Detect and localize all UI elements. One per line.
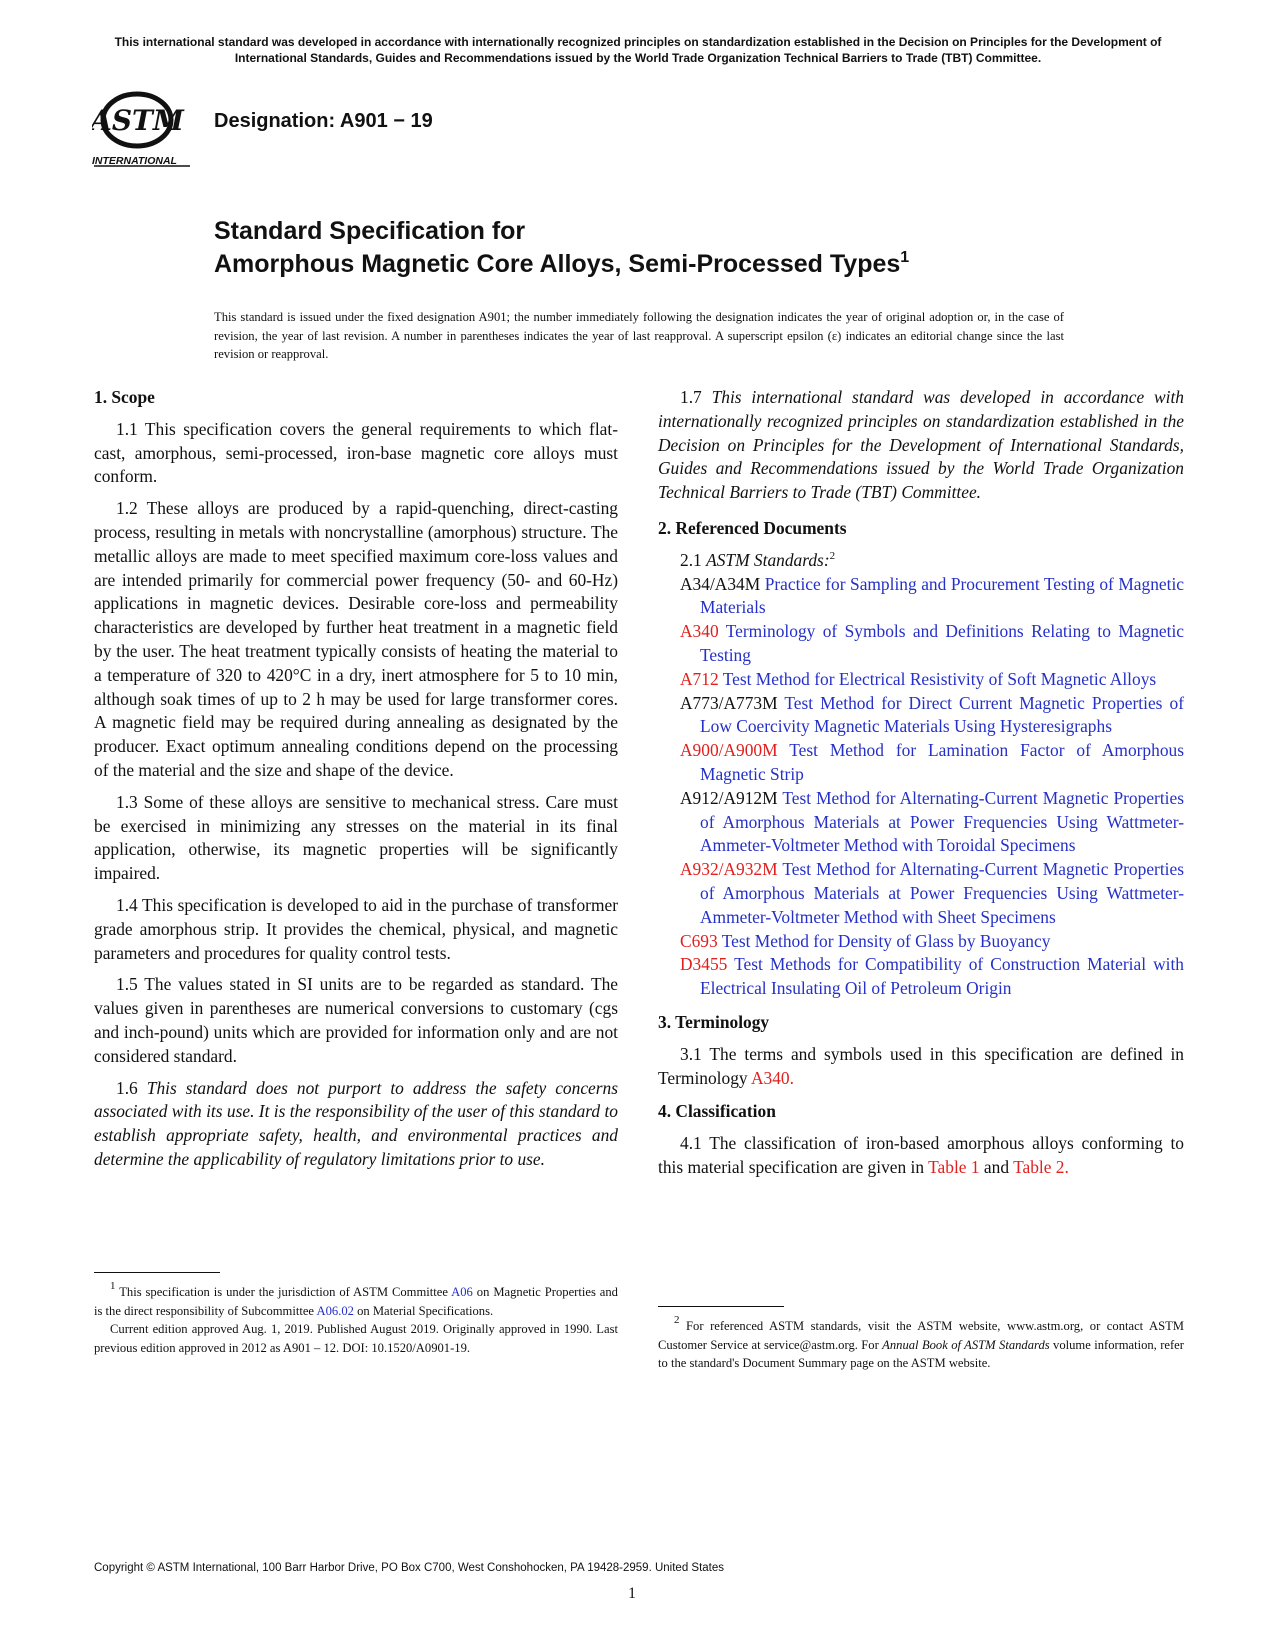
left-column bbox=[94, 386, 618, 1172]
footnote-rule bbox=[94, 1272, 220, 1273]
ref-code[interactable]: D3455 bbox=[680, 954, 728, 975]
ref-title[interactable]: Test Method for Density of Glass by Buoyancy bbox=[721, 930, 1051, 951]
para-3-1 bbox=[658, 1043, 1184, 1091]
footnote-area-left bbox=[94, 1272, 618, 1357]
ref-code: A912/A912M bbox=[680, 787, 778, 808]
ref-code[interactable]: A932/A932M bbox=[680, 859, 778, 880]
ref-a340[interactable] bbox=[680, 620, 1184, 668]
ref-c693[interactable] bbox=[680, 930, 1184, 954]
ref-a34[interactable] bbox=[680, 573, 1184, 621]
ref-a773[interactable] bbox=[680, 692, 1184, 740]
para-4-1-text: 4.1 The classification of iron-based amorphous alloys conforming to this material specification are given in bbox=[658, 1133, 1184, 1177]
ref-title[interactable]: Terminology of Symbols and Definitions Relating to Magnetic Testing bbox=[700, 621, 1184, 665]
copyright: Copyright © ASTM International, 100 Barr Harbor Drive, PO Box C700, West Conshohocken, PA 19428-2959. United States bbox=[94, 1562, 725, 1574]
ref-code: A773/A773M bbox=[680, 692, 778, 713]
para-3-1-text: 3.1 The terms and symbols used in this specification are defined in Terminology bbox=[658, 1043, 1184, 1088]
issuance-note: This standard is issued under the fixed designation A901; the number immediately following the designation indicates the year of original adoption or, in the case of revision, the year of last revision. A number in parentheses indicates the year of last reapproval. A superscript epsilon (ε) indicates an editorial change since the last revision or reapproval. bbox=[214, 310, 1064, 361]
para-1-1: 1.1 This specification covers the general requirements to which flat-cast, amorphous, semi-processed, iron-base magnetic core alloys must conform. bbox=[94, 418, 618, 487]
section-heading-scope: 1. Scope bbox=[94, 387, 155, 407]
footnote-1-edition: Current edition approved Aug. 1, 2019. Published August 2019. Originally approved in 1990. Last previous edition approved in 2012 as A901 – 12. DOI: 10.1520/A0901-19. bbox=[94, 1322, 618, 1355]
ref-title[interactable]: Test Method for Electrical Resistivity of Soft Magnetic Alloys bbox=[722, 668, 1157, 689]
link-a06-02[interactable]: A06.02 bbox=[316, 1303, 354, 1318]
para-1-4: 1.4 This specification is developed to aid in the purchase of transformer grade amorphous strip. It provides the chemical, physical, and magnetic parameters and procedures for quality control tests. bbox=[94, 894, 618, 963]
ref-title[interactable]: Practice for Sampling and Procurement Testing of Magnetic Materials bbox=[700, 573, 1184, 618]
footnote-1 bbox=[94, 1280, 618, 1357]
footnote-2-text-a: For referenced ASTM standards, visit the ASTM website, www.astm.org, or contact ASTM Customer Service at service@astm.org. For bbox=[658, 1319, 1184, 1352]
svg-text:ASTM: ASTM bbox=[92, 104, 184, 137]
footnote-2 bbox=[658, 1314, 1184, 1373]
footnote-1-text-c: on Material Specifications. bbox=[357, 1303, 494, 1318]
reference-list bbox=[658, 573, 1184, 1001]
link-table-1[interactable]: Table 1 bbox=[928, 1156, 980, 1177]
document-title bbox=[214, 215, 909, 281]
ref-title[interactable]: Test Methods for Compatibility of Construction Material with Electrical Insulating Oil of Petroleum Origin bbox=[700, 954, 1184, 999]
para-2-1-num: 2.1 bbox=[680, 549, 702, 570]
section-heading-referenced: 2. Referenced Documents bbox=[658, 517, 847, 538]
title-line-2: Amorphous Magnetic Core Alloys, Semi-Processed Types bbox=[214, 250, 901, 278]
wto-notice: This international standard was developed in accordance with internationally recognized principles on standardization established in the Decision on Principles for the Development of International Standards, Guides and Recommendations issued by the World Trade Organization Technical Barriers to Trade (TBT) Committee. bbox=[114, 35, 1162, 65]
para-4-1-end: . bbox=[1064, 1156, 1069, 1177]
ref-code[interactable]: A712 bbox=[680, 668, 719, 689]
ref-title[interactable]: Test Method for Alternating-Current Magnetic Properties of Amorphous Materials at Power Frequencies Using Wattmeter-Ammeter-Voltmeter Method with Sheet Specimens bbox=[700, 859, 1184, 927]
para-4-1 bbox=[658, 1132, 1184, 1180]
ref-code[interactable]: A340 bbox=[680, 621, 719, 642]
ref-a900[interactable] bbox=[680, 739, 1184, 787]
ref-title[interactable]: Test Method for Direct Current Magnetic Properties of Low Coercivity Magnetic Materials Using Hysteresigraphs bbox=[700, 692, 1184, 737]
link-a340[interactable]: A340 bbox=[750, 1067, 790, 1088]
para-1-7-num: 1.7 bbox=[680, 387, 702, 407]
para-1-7-text: This international standard was developed in accordance with internationally recognized principles on standardization established in the Decision on Principles for the Development of International Standards, Guides and Recommendations issued by the World Trade Organization Technical Barriers to Trade (TBT) Committee. bbox=[658, 387, 1184, 503]
designation: Designation: A901 − 19 bbox=[214, 110, 433, 132]
footnote-2-text-b: volume information, refer to the standard's Document Summary page on the ASTM website. bbox=[658, 1337, 1184, 1370]
ref-code[interactable]: C693 bbox=[680, 930, 718, 951]
para-2-1-mark: 2 bbox=[829, 549, 836, 562]
astm-logo bbox=[92, 90, 192, 170]
logo-text: INTERNATIONAL bbox=[92, 155, 177, 167]
para-1-7 bbox=[658, 386, 1184, 505]
footnote-2-mark: 2 bbox=[674, 1314, 680, 1326]
ref-d3455[interactable] bbox=[680, 953, 1184, 1001]
ref-code: A34/A34M bbox=[680, 573, 761, 594]
page-number: 1 bbox=[628, 1585, 636, 1602]
ref-code[interactable]: A900/A900M bbox=[680, 740, 778, 761]
astm-logo-icon bbox=[92, 90, 192, 170]
para-1-6-text: This standard does not purport to address the safety concerns associated with its use. It is the responsibility of the user of this standard to establish appropriate safety, health, and environmental practices and determine the applicability of regulatory limitations prior to use. bbox=[94, 1077, 618, 1169]
para-1-2: 1.2 These alloys are produced by a rapid-quenching, direct-casting process, resulting in metals with noncrystalline (amorphous) structure. The metallic alloys are made to meet specified maximum core-loss values and are intended primarily for commercial power frequency (50- and 60-Hz) applications in magnetic devices. Desirable core-loss and permeability characteristics are developed by further heat treatment in a magnetic field by the user. The heat treatment typically consists of heating the material to a temperature of 320 to 420°C in a dry, inert atmosphere for 5 to 10 min, although soak times of up to 2 h may be used for large transformer cores. A magnetic field may be required during annealing as designated by the producer. Exact optimum annealing conditions depend on the processing of the material and the size and shape of the device. bbox=[94, 498, 618, 780]
ref-a712[interactable] bbox=[680, 668, 1184, 692]
para-4-1-and: and bbox=[983, 1156, 1010, 1177]
footnote-1-text-b: on Magnetic Properties and is the direct responsibility of Subcommittee bbox=[94, 1285, 618, 1318]
ref-title[interactable]: Test Method for Lamination Factor of Amorphous Magnetic Strip bbox=[700, 740, 1184, 784]
para-1-3: 1.3 Some of these alloys are sensitive to mechanical stress. Care must be exercised in minimizing any stresses on the material in its final application, otherwise, its magnetic properties will be significantly impaired. bbox=[94, 791, 618, 884]
footnote-2-italic: Annual Book of ASTM Standards bbox=[882, 1337, 1050, 1352]
section-heading-terminology: 3. Terminology bbox=[658, 1011, 770, 1032]
right-column bbox=[658, 386, 1184, 1180]
para-1-6 bbox=[94, 1077, 618, 1172]
para-2-1 bbox=[658, 549, 1184, 573]
footnote-1-text-a: This specification is under the jurisdiction of ASTM Committee bbox=[119, 1285, 448, 1299]
footnote-1-mark: 1 bbox=[110, 1280, 116, 1292]
para-1-5: 1.5 The values stated in SI units are to be regarded as standard. The values given in parentheses are numerical conversions to customary (cgs and inch-pound) units which are provided for information only and are not considered standard. bbox=[94, 974, 618, 1066]
ref-a912[interactable] bbox=[680, 787, 1184, 858]
para-2-1-label: ASTM Standards: bbox=[706, 549, 830, 570]
section-heading-classification: 4. Classification bbox=[658, 1101, 776, 1122]
ref-title[interactable]: Test Method for Alternating-Current Magnetic Properties of Amorphous Materials at Power Frequencies Using Wattmeter-Ammeter-Voltmeter Method with Toroidal Specimens bbox=[700, 787, 1184, 856]
footnote-area-right bbox=[658, 1306, 1184, 1373]
title-footnote-mark[interactable]: 1 bbox=[900, 249, 910, 266]
link-table-2[interactable]: Table 2 bbox=[1013, 1156, 1065, 1177]
para-3-1-end: . bbox=[789, 1067, 794, 1088]
para-1-6-num: 1.6 bbox=[116, 1077, 138, 1098]
link-a06[interactable]: A06 bbox=[451, 1285, 473, 1299]
footnote-rule bbox=[658, 1306, 784, 1307]
title-line-1: Standard Specification for bbox=[214, 217, 526, 245]
ref-a932[interactable] bbox=[680, 858, 1184, 929]
